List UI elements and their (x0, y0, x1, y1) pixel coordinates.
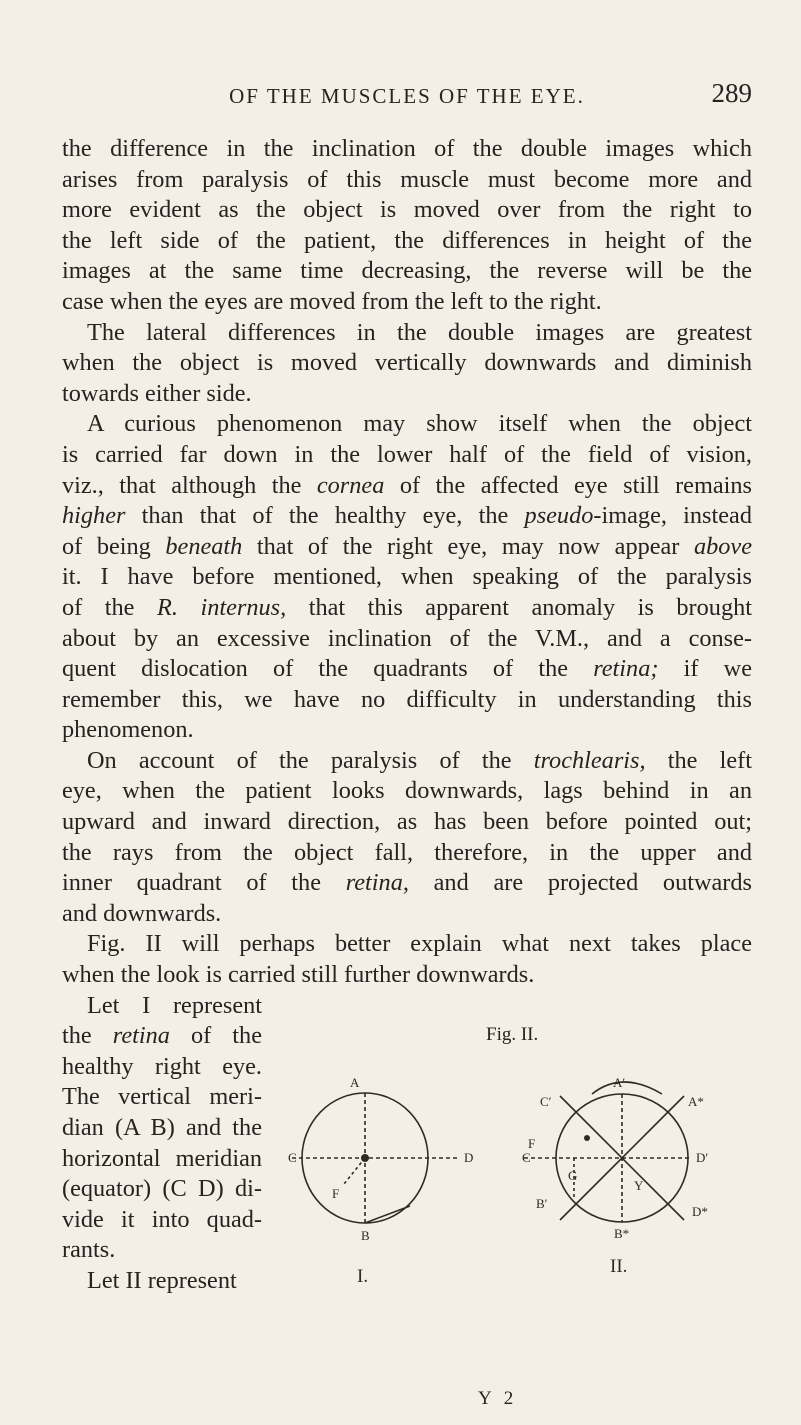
caption-ii: II. (610, 1256, 628, 1277)
label-c-left: C (288, 1150, 297, 1165)
paragraph-1 (62, 134, 752, 318)
label-b-left: B (361, 1228, 370, 1243)
text-line (62, 1021, 262, 1052)
paragraph-4 (62, 746, 752, 930)
text-line: the difference in the inclination of the double images which (62, 135, 752, 162)
label-y: Y (634, 1178, 644, 1193)
text-run: of being (62, 532, 166, 560)
italic-term: cornea (316, 471, 385, 499)
text-line: A curious phenomenon may show itself when the object (87, 410, 752, 438)
paragraph-3 (62, 409, 752, 746)
text-line (62, 532, 752, 563)
caption-i: I. (357, 1266, 369, 1287)
text-run: viz., that although the (62, 471, 317, 499)
text-line (62, 868, 752, 899)
paragraph-6 (62, 991, 262, 1297)
label-b-star: B* (614, 1226, 630, 1241)
text-line: towards either side. (62, 379, 252, 407)
image-dot-right (584, 1135, 590, 1141)
arc-line-right (592, 1082, 662, 1094)
text-line: The vertical meri- (62, 1083, 262, 1111)
text-run: quent dislocation of the quadrants of the (62, 655, 594, 683)
text-run: and are projected outwards (408, 869, 752, 897)
italic-term: higher (62, 502, 126, 530)
text-line: vide it into quad- (62, 1205, 262, 1233)
label-f-right: F (528, 1136, 536, 1151)
text-line: eye, when the patient looks downwards, lags behind in an (62, 777, 752, 805)
text-line: images at the same time decreasing, the reverse will be the (62, 257, 752, 285)
label-g: G (568, 1168, 578, 1183)
text-line: when the object is moved vertically downwards and diminish (62, 349, 752, 377)
ray-line-left (344, 1158, 365, 1184)
label-d-left: D (464, 1150, 474, 1165)
paragraph-5 (62, 929, 752, 990)
figure-title: Fig. II. (486, 1024, 539, 1045)
text-line (62, 593, 752, 624)
text-line: dian (A B) and the (62, 1114, 262, 1141)
text-run: of the (62, 593, 157, 621)
text-line: it. I have before mentioned, when speaking of the paralysis (62, 563, 752, 591)
text-run: On account of the paralysis of the (87, 746, 534, 774)
label-b-prime: B′ (536, 1196, 548, 1211)
label-c-right: C (522, 1150, 531, 1165)
page-number: 289 (711, 78, 752, 108)
text-line: remember this, we have no difficulty in understanding this (62, 685, 752, 713)
text-line: upward and inward direction, as has been before pointed out; (62, 808, 752, 836)
text-line: the rays from the object fall, therefore, in the upper and (62, 838, 752, 866)
text-run: of the (169, 1022, 262, 1050)
text-run: that this apparent anomaly is brought (286, 593, 752, 621)
label-a-prime: A′ (613, 1075, 626, 1090)
italic-term: retina; (593, 655, 659, 683)
text-line: case when the eyes are moved from the left to the right. (62, 287, 602, 315)
figure-2 (288, 1010, 752, 1340)
text-line: rants. (62, 1236, 116, 1264)
text-run: that of the right eye, may now appear (242, 532, 694, 560)
text-line: (equator) (C D) di- (62, 1175, 262, 1203)
paragraph-2 (62, 318, 752, 410)
text-line: the left side of the patient, the differences in height of the (62, 226, 752, 254)
label-c-prime: C′ (540, 1094, 552, 1109)
text-line: more evident as the object is moved over from the right to (62, 196, 752, 224)
label-d-star: D* (692, 1204, 708, 1219)
italic-term: pseudo (524, 502, 594, 530)
italic-term: above (693, 532, 752, 560)
text-line: when the look is carried still further downwards. (62, 961, 535, 989)
text-line: Let II represent (87, 1266, 237, 1294)
arrow-line-left (365, 1206, 410, 1223)
text-line: Let I represent (87, 991, 262, 1019)
text-line (62, 654, 752, 685)
text-line: arises from paralysis of this muscle must become more and (62, 165, 752, 193)
text-run: inner quadrant of the (62, 869, 346, 897)
italic-term: retina, (345, 869, 409, 897)
italic-term: retina (112, 1022, 170, 1050)
text-line: Fig. II will perhaps better explain what next takes place (87, 930, 752, 958)
text-run: if we (658, 655, 752, 683)
text-run: -image, instead (593, 502, 752, 530)
italic-term: trochlearis, (533, 746, 646, 774)
text-run: of the affected eye still remains (384, 471, 752, 499)
label-a-star: A* (688, 1094, 704, 1109)
text-line: is carried far down in the lower half of the field of vision, (62, 440, 752, 468)
text-line: healthy right eye. (62, 1052, 262, 1080)
text-line (62, 746, 752, 777)
text-line: phenomenon. (62, 716, 194, 744)
center-dot-left (361, 1154, 369, 1162)
page-header (62, 78, 752, 118)
signature-mark: Y 2 (478, 1388, 518, 1409)
text-line: and downwards. (62, 899, 222, 927)
text-line: horizontal meridian (62, 1144, 262, 1172)
italic-term: beneath (165, 532, 243, 560)
label-a-left: A (350, 1075, 360, 1090)
text-line (62, 501, 752, 532)
text-run: the (62, 1022, 113, 1050)
retina-diagram (288, 1010, 752, 1340)
label-d-prime: D′ (696, 1150, 709, 1165)
running-head: OF THE MUSCLES OF THE EYE. (229, 84, 585, 108)
label-f-left: F (332, 1186, 340, 1201)
text-run: the left (645, 746, 752, 774)
text-line: The lateral differences in the double images are greatest (87, 318, 752, 346)
text-line: about by an excessive inclination of the V.M., and a conse- (62, 624, 752, 652)
text-run: than that of the healthy eye, the (125, 502, 525, 530)
text-line (62, 471, 752, 502)
italic-term: R. internus, (157, 593, 287, 621)
